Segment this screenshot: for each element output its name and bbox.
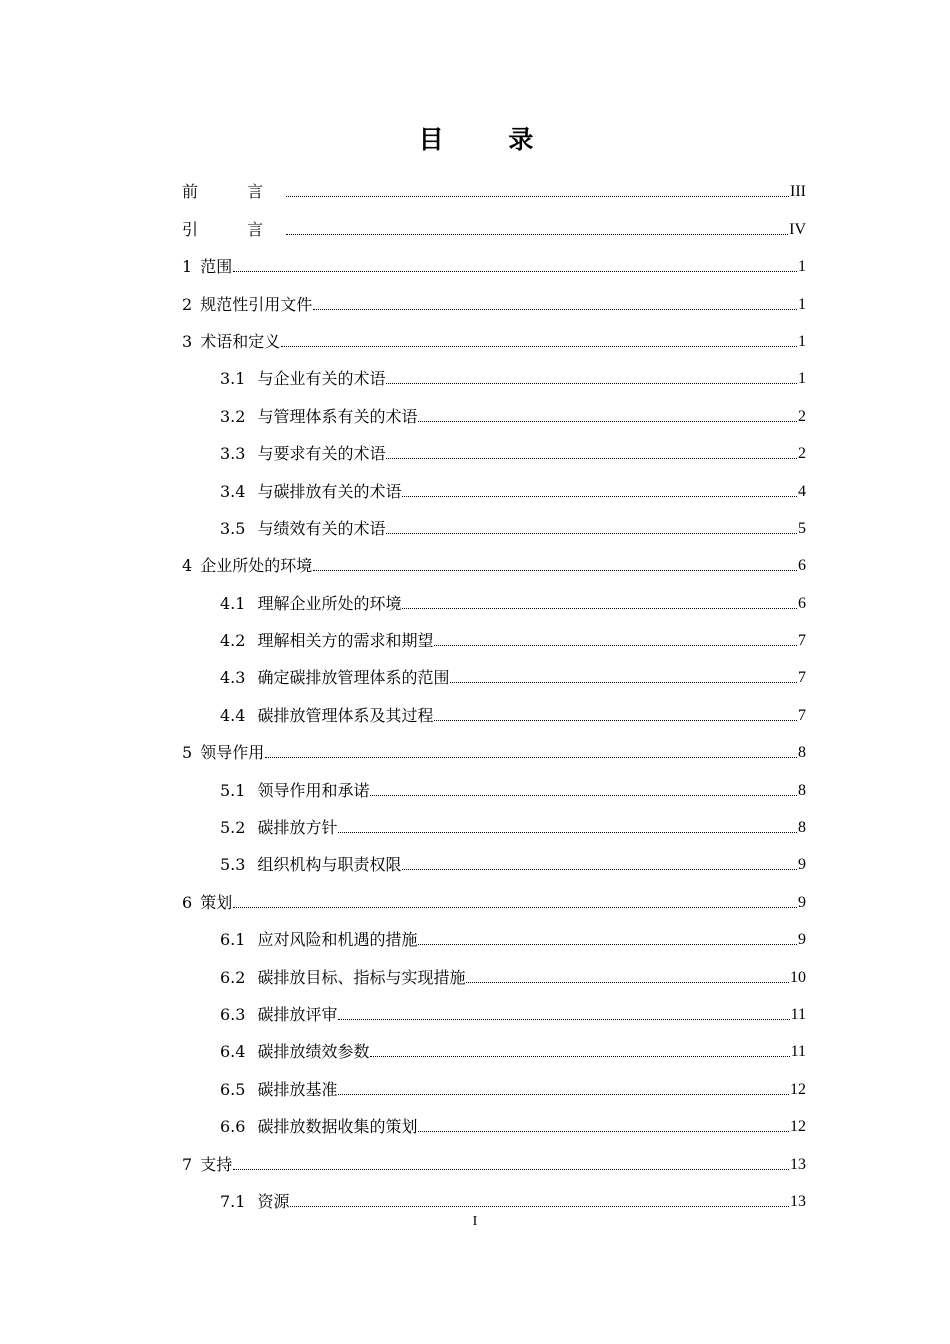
toc-dot-leader — [386, 533, 797, 534]
toc-entry-label: 确定碳排放管理体系的范围 — [257, 668, 450, 688]
toc-entry-label: 引 言 — [182, 219, 286, 239]
toc-entry-page: 6 — [798, 557, 806, 575]
toc-entry-page: 7 — [798, 706, 806, 724]
toc-entry-number: 6.2 — [220, 967, 246, 987]
toc-title: 目 录 — [418, 125, 562, 154]
toc-dot-leader — [233, 1169, 789, 1170]
toc-entry-label: 理解相关方的需求和期望 — [257, 631, 434, 651]
toc-entry-number: 4.1 — [220, 593, 246, 613]
toc-entry-page: 11 — [790, 1043, 806, 1061]
toc-entry-label: 前 言 — [182, 182, 286, 202]
toc-dot-leader — [338, 1094, 789, 1095]
toc-entry-number: 6.6 — [220, 1117, 246, 1137]
toc-dot-leader — [338, 1019, 789, 1020]
toc-dot-leader — [418, 944, 797, 945]
toc-entry[interactable] — [182, 988, 806, 1025]
toc-dot-leader — [370, 795, 797, 796]
toc-dot-leader — [386, 458, 797, 459]
toc-entry[interactable] — [182, 1175, 806, 1212]
toc-dot-leader — [286, 196, 789, 197]
toc-entry[interactable] — [182, 389, 806, 426]
toc-dot-leader — [313, 309, 797, 310]
toc-entry[interactable] — [182, 801, 806, 838]
toc-dot-leader — [281, 346, 797, 347]
toc-entry-page: 1 — [798, 370, 806, 388]
toc-entry-page: 1 — [798, 258, 806, 276]
toc-entry[interactable] — [182, 427, 806, 464]
toc-entry-label: 规范性引用文件 — [200, 294, 313, 314]
toc-entry-number: 4.2 — [220, 631, 246, 651]
toc-entry-page: 5 — [798, 519, 806, 537]
toc-entry-label: 企业所处的环境 — [200, 556, 313, 576]
toc-entry-page: 8 — [798, 781, 806, 799]
toc-entry[interactable] — [182, 688, 806, 725]
toc-entry[interactable] — [182, 763, 806, 800]
toc-entry-label: 策划 — [200, 892, 233, 912]
toc-entry-page: 9 — [798, 856, 806, 874]
toc-entry[interactable] — [182, 1137, 806, 1174]
toc-entry-label: 领导作用 — [200, 743, 265, 763]
toc-dot-leader — [233, 271, 797, 272]
toc-entry-label: 碳排放评审 — [257, 1004, 338, 1024]
toc-entry-label: 与要求有关的术语 — [257, 444, 386, 464]
toc-entry-page: 13 — [790, 1155, 806, 1173]
toc-entry-label: 与碳排放有关的术语 — [257, 481, 402, 501]
toc-dot-leader — [386, 383, 797, 384]
toc-entry[interactable] — [182, 651, 806, 688]
toc-entry-page: 12 — [790, 1118, 806, 1136]
toc-entry-number: 2 — [182, 294, 193, 314]
toc-entry-number: 6.5 — [220, 1079, 246, 1099]
toc-entry-number: 3 — [182, 331, 193, 351]
toc-entry-number: 6 — [182, 892, 193, 912]
toc-entry[interactable] — [182, 875, 806, 912]
toc-entry-label: 碳排放方针 — [257, 818, 338, 838]
toc-entry-page: 7 — [798, 632, 806, 650]
toc-entry-page: 11 — [790, 1005, 806, 1023]
toc-dot-leader — [418, 421, 797, 422]
toc-entry-number: 4.3 — [220, 668, 246, 688]
toc-dot-leader — [402, 496, 797, 497]
toc-entry[interactable] — [182, 464, 806, 501]
toc-entry[interactable] — [182, 913, 806, 950]
toc-entry-label: 碳排放数据收集的策划 — [257, 1117, 418, 1137]
toc-entry-number: 5.3 — [220, 855, 246, 875]
toc-entry-label: 与管理体系有关的术语 — [257, 406, 418, 426]
toc-entry-page: 2 — [798, 407, 806, 425]
toc-entry-label: 应对风险和机遇的措施 — [257, 930, 418, 950]
toc-entry-number: 1 — [182, 257, 193, 277]
toc-entry[interactable] — [182, 1025, 806, 1062]
toc-dot-leader — [286, 234, 788, 235]
toc-entry-page: IV — [789, 220, 806, 238]
toc-entry[interactable] — [182, 726, 806, 763]
toc-entry[interactable] — [182, 576, 806, 613]
toc-entry[interactable] — [182, 539, 806, 576]
toc-entry-number: 6.3 — [220, 1004, 246, 1024]
toc-entry-page: 4 — [798, 482, 806, 500]
toc-entry-number: 6.4 — [220, 1042, 246, 1062]
toc-entry-page: 8 — [798, 819, 806, 837]
toc-entry[interactable] — [182, 614, 806, 651]
toc-entry[interactable] — [182, 315, 806, 352]
toc-entry[interactable] — [182, 202, 806, 239]
toc-entry[interactable] — [182, 277, 806, 314]
toc-entry-label: 组织机构与职责权限 — [257, 855, 402, 875]
table-of-contents — [182, 165, 806, 1212]
toc-dot-leader — [450, 682, 797, 683]
toc-entry-number: 3.2 — [220, 406, 246, 426]
toc-entry-number: 5 — [182, 743, 193, 763]
toc-entry[interactable] — [182, 950, 806, 987]
toc-entry-page: 10 — [790, 968, 806, 986]
toc-entry-page: 8 — [798, 744, 806, 762]
toc-entry[interactable] — [182, 502, 806, 539]
toc-dot-leader — [418, 1131, 789, 1132]
toc-dot-leader — [402, 869, 797, 870]
toc-entry-number: 5.1 — [220, 780, 246, 800]
toc-dot-leader — [313, 570, 797, 571]
toc-dot-leader — [233, 907, 797, 908]
toc-dot-leader — [265, 757, 797, 758]
toc-entry-label: 术语和定义 — [200, 331, 281, 351]
toc-dot-leader — [434, 645, 797, 646]
toc-entry-label: 资源 — [257, 1191, 290, 1211]
toc-entry[interactable] — [182, 1062, 806, 1099]
toc-entry-page: 6 — [798, 594, 806, 612]
toc-entry-number: 3.4 — [220, 481, 246, 501]
page-number: I — [472, 1214, 478, 1229]
toc-dot-leader — [402, 608, 797, 609]
toc-entry-label: 碳排放绩效参数 — [257, 1042, 370, 1062]
toc-entry[interactable] — [182, 240, 806, 277]
toc-entry-page: 7 — [798, 669, 806, 687]
toc-entry-page: 1 — [798, 332, 806, 350]
toc-entry-number: 5.2 — [220, 818, 246, 838]
toc-entry-page: III — [790, 183, 806, 201]
toc-entry[interactable] — [182, 1100, 806, 1137]
toc-entry-page: 9 — [798, 893, 806, 911]
toc-entry-label: 碳排放管理体系及其过程 — [257, 705, 434, 725]
toc-entry[interactable] — [182, 165, 806, 202]
toc-entry-label: 领导作用和承诺 — [257, 780, 370, 800]
toc-entry-label: 与企业有关的术语 — [257, 369, 386, 389]
toc-entry-number: 3.1 — [220, 369, 246, 389]
toc-entry-number: 4 — [182, 556, 193, 576]
toc-entry-page: 13 — [790, 1192, 806, 1210]
toc-entry-label: 碳排放目标、指标与实现措施 — [257, 967, 466, 987]
toc-dot-leader — [434, 720, 797, 721]
toc-entry-number: 7 — [182, 1154, 193, 1174]
toc-entry-label: 碳排放基准 — [257, 1079, 338, 1099]
toc-entry-label: 支持 — [200, 1154, 233, 1174]
toc-dot-leader — [370, 1056, 789, 1057]
toc-entry-label: 与绩效有关的术语 — [257, 518, 386, 538]
toc-entry-page: 2 — [798, 445, 806, 463]
toc-entry-number: 7.1 — [220, 1191, 246, 1211]
toc-entry-label: 范围 — [200, 257, 233, 277]
toc-entry-page: 12 — [790, 1080, 806, 1098]
toc-entry-label: 理解企业所处的环境 — [257, 593, 402, 613]
toc-dot-leader — [338, 832, 797, 833]
toc-entry-number: 3.3 — [220, 444, 246, 464]
toc-entry[interactable] — [182, 838, 806, 875]
toc-entry-number: 6.1 — [220, 930, 246, 950]
toc-entry-number: 4.4 — [220, 705, 246, 725]
toc-dot-leader — [466, 982, 789, 983]
toc-entry-number: 3.5 — [220, 518, 246, 538]
toc-dot-leader — [290, 1206, 789, 1207]
toc-entry[interactable] — [182, 352, 806, 389]
toc-entry-page: 9 — [798, 931, 806, 949]
toc-entry-page: 1 — [798, 295, 806, 313]
